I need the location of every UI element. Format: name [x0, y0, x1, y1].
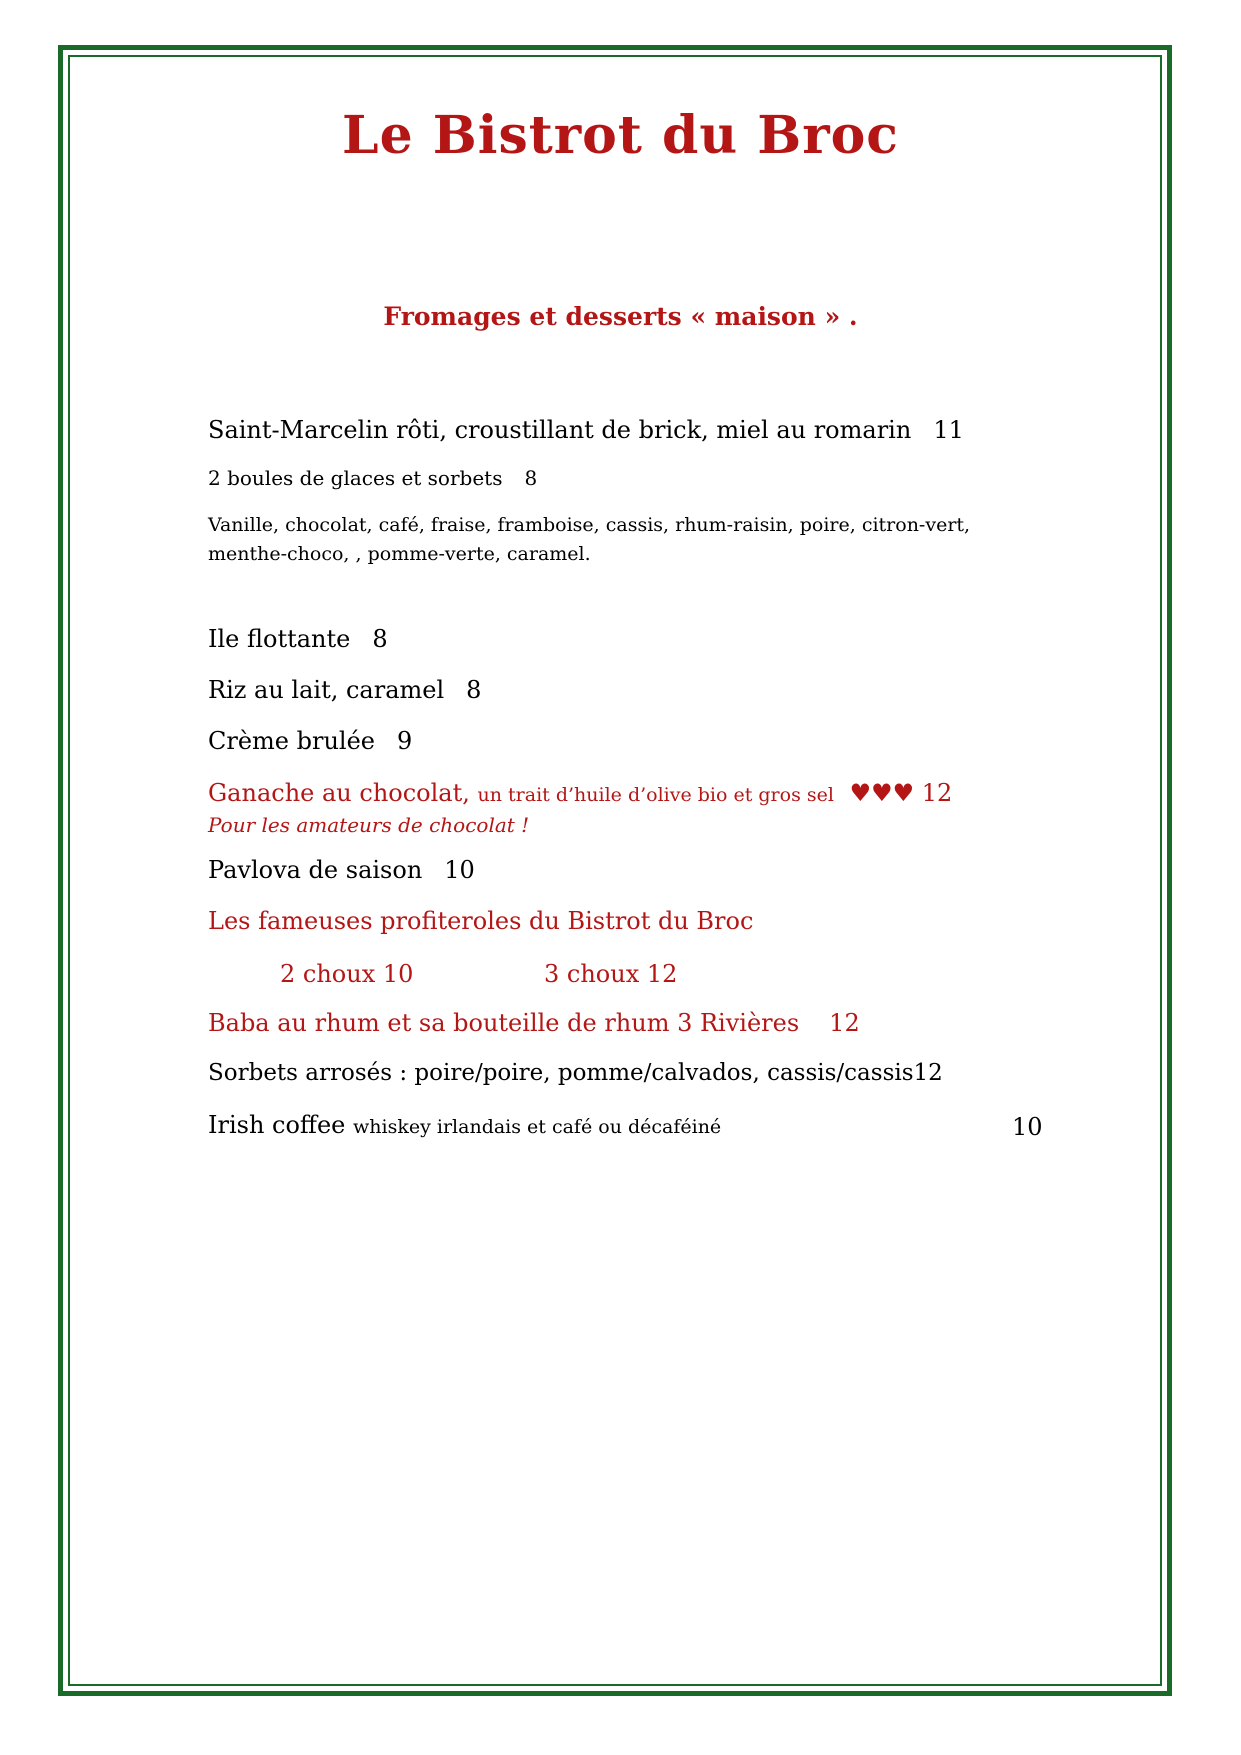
- menu-item-ile-flottante: [208, 627, 388, 651]
- menu-item-riz-au-lait: [208, 678, 481, 702]
- menu-item-baba: [208, 1011, 860, 1035]
- item-detail: un trait d’huile d’olive bio et gros sel: [477, 784, 834, 806]
- item-name: Baba au rhum et sa bouteille de rhum 3 Rivières: [208, 1009, 800, 1037]
- item-name: Ganache au chocolat,: [208, 779, 470, 807]
- item-name: Crème brulée: [208, 727, 376, 755]
- item-price: 8: [524, 466, 538, 490]
- item-price: 12: [913, 1060, 943, 1086]
- restaurant-name: Le Bistrot du Broc: [342, 105, 899, 166]
- ganache-note: Pour les amateurs de chocolat !: [208, 813, 530, 837]
- section-title: Fromages et desserts « maison » .: [383, 302, 858, 331]
- profiteroles-option-3: 3 choux 12: [544, 960, 678, 988]
- item-price: 8: [372, 625, 388, 653]
- item-detail: whiskey irlandais et café ou décaféiné: [353, 1116, 722, 1138]
- menu-item-sorbets-arroses: [208, 1062, 943, 1085]
- item-name: Ile flottante: [208, 625, 351, 653]
- item-price: 10: [444, 856, 475, 884]
- item-price: 12: [829, 1009, 860, 1037]
- flavors-line-1: Vanille, chocolat, café, fraise, framboise, cassis, rhum-raisin, poire, citron-vert,: [208, 514, 971, 536]
- menu-item-glaces: [208, 468, 537, 488]
- profiteroles-option-2: 2 choux 10: [280, 960, 414, 988]
- menu-item-irish-coffee: [208, 1113, 721, 1137]
- irish-coffee-price: 10: [1012, 1113, 1043, 1141]
- item-price: 12: [921, 779, 953, 807]
- menu-item-ganache: [208, 781, 952, 805]
- menu-item-profiteroles: Les fameuses profiteroles du Bistrot du Broc: [208, 907, 754, 935]
- menu-item-pavlova: [208, 858, 475, 882]
- hearts-icon: ♥♥♥: [849, 779, 915, 807]
- item-name: Pavlova de saison: [208, 856, 423, 884]
- item-price: 9: [397, 727, 413, 755]
- item-name: Irish coffee: [208, 1111, 346, 1139]
- item-name: Riz au lait, caramel: [208, 676, 445, 704]
- menu-item-saint-marcelin: [208, 418, 964, 442]
- item-name: Sorbets arrosés : poire/poire, pomme/calvados, cassis/cassis: [208, 1060, 914, 1086]
- flavors-line-2: menthe-choco, , pomme-verte, caramel.: [208, 543, 591, 565]
- menu-item-creme-brulee: [208, 729, 412, 753]
- item-price: 8: [466, 676, 482, 704]
- item-name: 2 boules de glaces et sorbets: [208, 466, 503, 490]
- item-name: Saint-Marcelin rôti, croustillant de brick, miel au romarin: [208, 416, 912, 444]
- item-price: 11: [933, 416, 964, 444]
